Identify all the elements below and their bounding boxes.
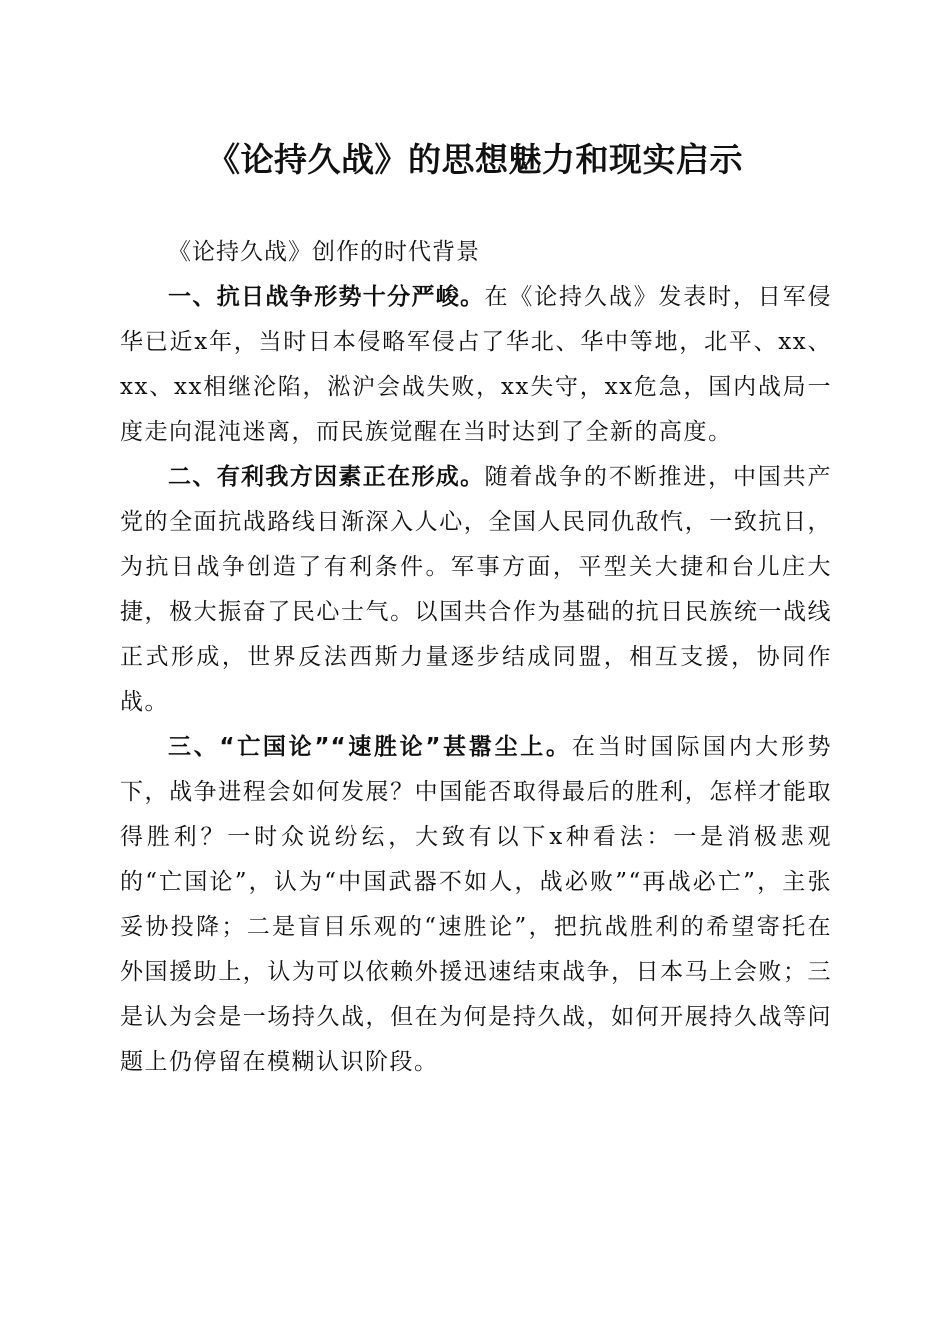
paragraph-2	[120, 455, 832, 725]
paragraph-1-lead: 一、抗日战争形势十分严峻。	[168, 284, 485, 310]
paragraph-2-text: 随着战争的不断推进，中国共产党的全面抗战路线日渐深入人心，全国人民同仇敌忾，一致抗日，为抗日战争创造了有利条件。军事方面，平型关大捷和台儿庄大捷，极大振奋了民心士气。以国共合作为基础的抗日民族统一战线正式形成，世界反法西斯力量逐步结成同盟，相互支援，协同作战。	[120, 464, 833, 715]
paragraph-1-text: 在《论持久战》发表时，日军侵华已近x年，当时日本侵略军侵占了华北、华中等地，北平、xx、xx、xx相继沦陷，淞沪会战失败，xx失守，xx危急，国内战局一度走向混沌迷离，而民族觉醒在当时达到了全新的高度。	[120, 284, 833, 445]
paragraph-3-lead: 三、“亡国论”“速胜论”甚嚣尘上。	[168, 734, 572, 760]
section-heading: 《论持久战》创作的时代背景	[168, 239, 480, 265]
document-title: 《论持久战》的思想魅力和现实启示	[207, 140, 743, 179]
paragraph-3-text: 在当时国际国内大形势下，战争进程会如何发展？中国能否取得最后的胜利，怎样才能取得胜利？一时众说纷纭，大致有以下x种看法：一是消极悲观的“亡国论”，认为“中国武器不如人，战必败”“再战必亡”，主张妥协投降；二是盲目乐观的“速胜论”，把抗战胜利的希望寄托在外国援助上，认为可以依赖外援迅速结束战争，日本马上会败；三是认为会是一场持久战，但在为何是持久战，如何开展持久战等问题上仍停留在模糊认识阶段。	[120, 734, 832, 1075]
document-body	[120, 230, 832, 1085]
paragraph-2-lead: 二、有利我方因素正在形成。	[168, 464, 485, 490]
paragraph-3	[120, 725, 832, 1085]
paragraph-1	[120, 275, 832, 455]
